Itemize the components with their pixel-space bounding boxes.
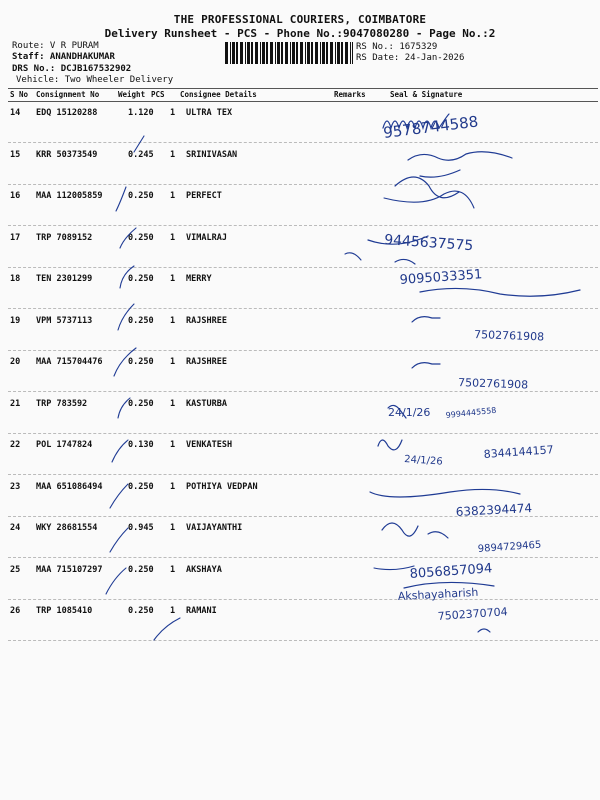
row-consignment: VPM 5737113 — [36, 315, 93, 326]
row-consignee: AKSHAYA — [186, 564, 222, 575]
vehicle-label: Vehicle: Two Wheeler Delivery — [16, 75, 174, 85]
row-consignee: PERFECT — [186, 191, 222, 201]
col-pcs: PCS — [151, 90, 165, 99]
row-sno: 25 — [10, 564, 21, 575]
row-consignee: VAIJAYANTHI — [186, 523, 243, 533]
row-consignee: SRINIVASAN — [186, 149, 238, 160]
row-consignee: RAMANI — [186, 606, 217, 616]
row-consignee: VENKATESH — [186, 440, 233, 450]
runsheet-subtitle: Delivery Runsheet - PCS - Phone No.:9047080280 - Page No.:2 — [104, 27, 496, 40]
row-sno: 24 — [10, 523, 21, 533]
col-weight: Weight — [118, 90, 146, 99]
hw-date-21: 24/1/26 — [403, 454, 444, 468]
row-sno: 18 — [10, 274, 21, 284]
row-sno: 14 — [10, 108, 21, 118]
row-sno: 15 — [10, 149, 21, 160]
company-title: THE PROFESSIONAL COURIERS, COIMBATORE — [173, 13, 427, 26]
hw-phone-21: 9994445558 — [445, 405, 497, 420]
row-consignment: MAA 715704476 — [36, 357, 103, 367]
table-row — [8, 100, 598, 143]
col-remarks: Remarks — [334, 90, 366, 99]
hw-phone-20: 7502761908 — [457, 376, 529, 392]
hw-phone-22: 8344144157 — [483, 443, 555, 461]
row-pcs: 1 — [170, 606, 176, 616]
hw-phone-17: 9445637575 — [383, 232, 474, 255]
col-consignment: Consignment No — [36, 90, 100, 99]
table-row — [8, 349, 598, 392]
row-consignment: TRP 1085410 — [36, 606, 93, 616]
col-sno: S No — [10, 90, 29, 99]
row-sno: 20 — [10, 357, 21, 367]
col-signature: Seal & Signature — [390, 90, 463, 99]
row-sno: 17 — [10, 232, 21, 243]
row-pcs: 1 — [170, 398, 176, 409]
row-pcs: 1 — [170, 315, 176, 326]
row-pcs: 1 — [170, 108, 176, 118]
row-sno: 22 — [10, 440, 21, 450]
row-weight: 0.250 — [128, 606, 154, 616]
table-row — [8, 432, 598, 475]
row-sno: 23 — [10, 481, 21, 492]
row-pcs: 1 — [170, 523, 176, 533]
row-consignment: KRR 50373549 — [36, 149, 98, 160]
row-weight: 0.250 — [128, 357, 154, 367]
table-row — [8, 515, 598, 558]
col-consignee: Consignee Details — [180, 90, 257, 99]
row-weight: 1.120 — [128, 108, 154, 118]
hw-phone-23: 6382394474 — [455, 501, 533, 519]
row-consignee: VIMALRAJ — [186, 232, 227, 243]
table-row — [8, 391, 598, 434]
row-pcs: 1 — [170, 481, 176, 492]
row-pcs: 1 — [170, 564, 176, 575]
row-weight: 0.250 — [128, 315, 154, 326]
row-consignee: POTHIYA VEDPAN — [186, 481, 258, 492]
row-consignment: EDQ 15120288 — [36, 108, 98, 118]
route-label: Route: V R PURAM — [12, 41, 99, 51]
table-row — [8, 266, 598, 309]
row-weight: 0.130 — [128, 440, 154, 450]
row-consignee: ULTRA TEX — [186, 108, 233, 118]
hw-date-22: 24/1/26 — [388, 406, 431, 419]
row-pcs: 1 — [170, 232, 176, 243]
table-row — [8, 225, 598, 268]
row-weight: 0.945 — [128, 523, 154, 533]
row-consignee: RAJSHREE — [186, 357, 227, 367]
staff-label: Staff: ANANDHAKUMAR — [12, 52, 115, 62]
hw-phone-18: 9095033351 — [399, 267, 483, 288]
row-sno: 26 — [10, 606, 21, 616]
row-consignment: TRP 783592 — [36, 398, 88, 409]
rs-date: RS Date: 24-Jan-2026 — [356, 53, 465, 63]
row-consignee: KASTURBA — [186, 398, 227, 409]
barcode-icon — [225, 42, 353, 64]
row-pcs: 1 — [170, 274, 176, 284]
table-row — [8, 142, 598, 185]
row-sno: 16 — [10, 191, 21, 201]
row-pcs: 1 — [170, 357, 176, 367]
row-consignment: MAA 651086494 — [36, 481, 103, 492]
hw-phone-25: 8056857094 — [409, 561, 493, 582]
row-sno: 21 — [10, 398, 21, 409]
row-weight: 0.250 — [128, 274, 154, 284]
table-row — [8, 598, 598, 641]
hw-phone-14: 9578744588 — [382, 112, 480, 142]
row-consignee: MERRY — [186, 274, 212, 284]
table-row — [8, 474, 598, 517]
row-weight: 0.245 — [128, 149, 154, 160]
drs-label: DRS No.: DCJB167532902 — [12, 64, 132, 74]
rs-number: RS No.: 1675329 — [356, 42, 438, 52]
row-consignment: TEN 2301299 — [36, 274, 93, 284]
row-pcs: 1 — [170, 149, 176, 160]
row-weight: 0.250 — [128, 191, 154, 201]
row-weight: 0.250 — [128, 481, 154, 492]
row-sno: 19 — [10, 315, 21, 326]
row-consignee: RAJSHREE — [186, 315, 227, 326]
row-consignment: POL 1747824 — [36, 440, 93, 450]
row-consignment: MAA 715107297 — [36, 564, 103, 575]
hw-phone-26: 7502370704 — [437, 605, 509, 623]
row-weight: 0.250 — [128, 564, 154, 575]
hw-phone-19: 7502761908 — [473, 328, 545, 344]
row-weight: 0.250 — [128, 398, 154, 409]
row-consignment: WKY 28681554 — [36, 523, 98, 533]
row-consignment: MAA 112005859 — [36, 191, 103, 201]
row-pcs: 1 — [170, 191, 176, 201]
table-row — [8, 557, 598, 600]
hw-phone-24: 9894729465 — [477, 539, 542, 555]
row-consignment: TRP 7089152 — [36, 232, 93, 243]
table-row — [8, 183, 598, 226]
row-weight: 0.250 — [128, 232, 154, 243]
row-pcs: 1 — [170, 440, 176, 450]
table-row — [8, 308, 598, 351]
hw-name-25: Akshayaharish — [397, 585, 479, 603]
